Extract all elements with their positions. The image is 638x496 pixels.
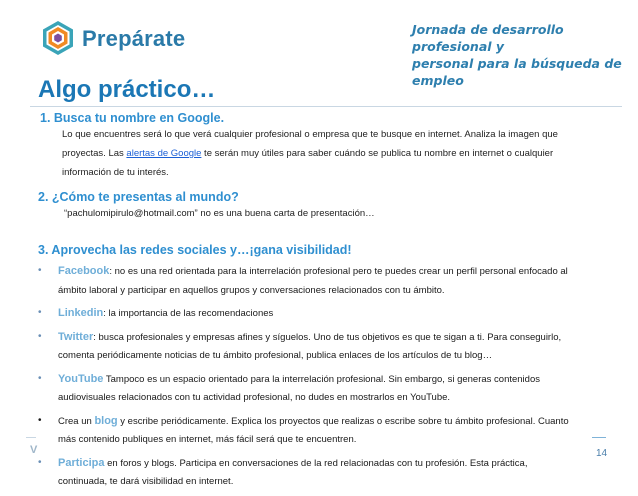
twitter-keyword: Twitter xyxy=(58,330,94,343)
text-run: te serán muy útiles para saber cuándo se publica tu nombre en internet o cualquier xyxy=(201,148,554,159)
social-networks-list xyxy=(38,262,598,496)
text-run: y escribe periódicamente. Explica los proyectos que realizas o escribe sobre tu ámbito profesional. Cuanto xyxy=(117,415,569,427)
section-1-line-2 xyxy=(62,144,622,163)
list-item-text xyxy=(58,328,561,366)
google-alerts-link[interactable]: alertas de Google xyxy=(126,148,202,159)
hexagon-logo-icon xyxy=(40,20,76,56)
event-tagline xyxy=(412,21,638,89)
page-number: 14 xyxy=(596,448,608,459)
text-run: : la importancia de las recomendaciones xyxy=(103,308,274,319)
footer-right-rule xyxy=(592,437,606,438)
list-item-text xyxy=(58,262,568,300)
text-run: en foros y blogs. Participa en conversaciones de la red relacionadas con tu profesión. Esta práctica, xyxy=(104,457,528,469)
bullet-icon: • xyxy=(38,372,42,384)
list-item-blog xyxy=(38,412,598,450)
bullet-icon: • xyxy=(38,265,42,276)
tagline-line-1: Jornada de desarrollo profesional y xyxy=(412,22,564,54)
text-run: audiovisuales relacionados con tu actividad profesional, no dudes en mostrarlos en YouTube. xyxy=(58,392,451,403)
bullet-icon: • xyxy=(38,414,42,426)
list-item-linkedin xyxy=(38,304,598,324)
text-run: Crea un xyxy=(58,415,95,427)
blog-keyword: blog xyxy=(94,414,118,427)
text-run: ámbito laboral y participar en aquellos grupos y conversaciones relacionados con tu ámbito. xyxy=(58,284,445,296)
list-item-text xyxy=(58,304,273,324)
section-3-heading: 3. Aprovecha las redes sociales y…¡gana visibilidad! xyxy=(38,243,352,257)
list-item-facebook xyxy=(38,262,598,300)
bullet-icon: • xyxy=(38,307,42,318)
text-run: proyectas. Las xyxy=(62,148,127,159)
youtube-keyword: YouTube xyxy=(58,372,104,385)
linkedin-keyword: Linkedin xyxy=(58,307,104,319)
text-run: comenta periódicamente noticias de tu ámbito profesional, publica enlaces de los artículos de tu blog… xyxy=(58,350,493,361)
list-item-text xyxy=(58,412,569,450)
list-item-text xyxy=(58,370,540,408)
footer-mark: V xyxy=(30,444,38,456)
brand-name: Prepárate xyxy=(82,26,186,51)
title-divider xyxy=(30,106,622,107)
text-run: continuada, te dará visibilidad en internet. xyxy=(58,476,234,487)
list-item-text xyxy=(58,454,527,492)
list-item-twitter xyxy=(38,328,598,366)
section-1-body xyxy=(62,125,622,182)
section-1-heading: 1. Busca tu nombre en Google. xyxy=(40,111,225,125)
section-1-line-3: información de tu interés. xyxy=(62,167,169,178)
facebook-keyword: Facebook xyxy=(58,265,110,277)
slide-title: Algo práctico… xyxy=(38,76,216,103)
participa-keyword: Participa xyxy=(58,456,105,469)
text-run: : busca profesionales y empresas afines y síguelos. Uno de tus objetivos es que te sigan a ti. Para conseguirlo, xyxy=(93,331,562,343)
bullet-icon: • xyxy=(38,456,42,468)
text-run: Tampoco es un espacio orientado para la interrelación profesional. Sin embargo, si generas contenidos xyxy=(103,373,540,385)
tagline-line-2: personal para la búsqueda de empleo xyxy=(412,56,622,88)
section-2-body: “pachulomipirulo@hotmail.com” no es una buena carta de presentación… xyxy=(64,208,375,219)
section-2-heading: 2. ¿Cómo te presentas al mundo? xyxy=(38,190,239,204)
bullet-icon: • xyxy=(38,330,42,342)
text-run: más contenido publiques en internet, más fácil será que te encuentren. xyxy=(58,434,357,445)
list-item-participa xyxy=(38,454,598,492)
slide-header xyxy=(0,0,638,88)
section-1-line-1: Lo que encuentres será lo que verá cualquier profesional o empresa que te busque en internet. Analiza la imagen que xyxy=(62,129,558,140)
text-run: : no es una red orientada para la interrelación profesional pero te puedes crear un perfil personal enfocado al xyxy=(109,266,568,277)
list-item-youtube xyxy=(38,370,598,408)
footer-left-rule xyxy=(26,437,36,438)
